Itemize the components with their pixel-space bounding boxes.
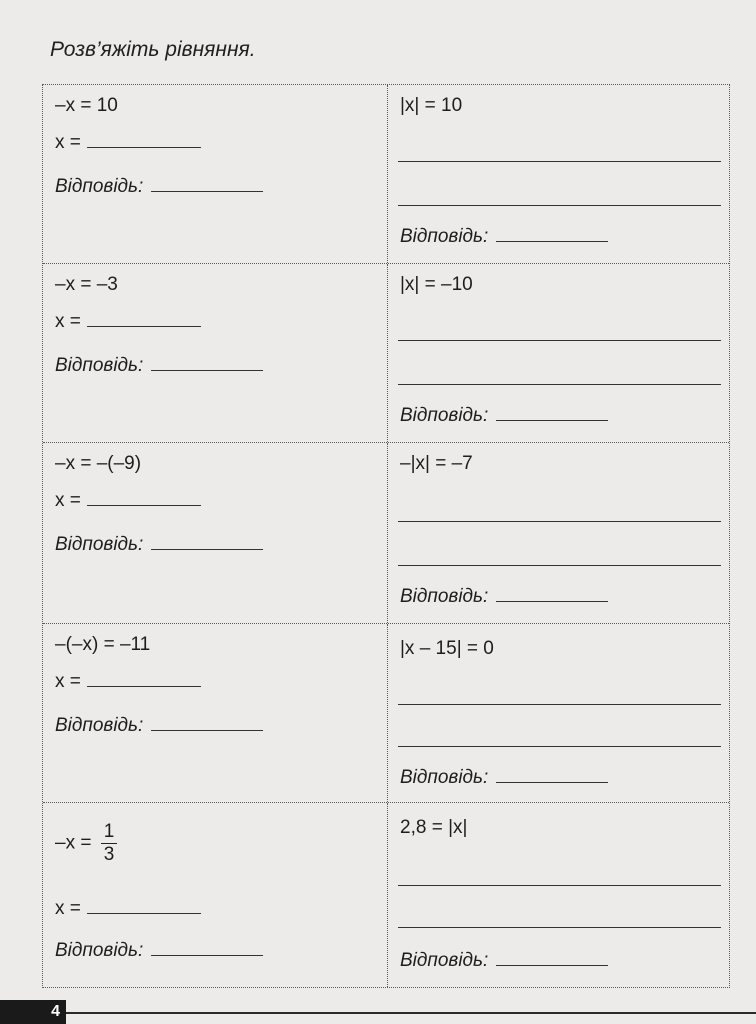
x-line (55, 897, 201, 920)
x-line (55, 489, 201, 512)
answer-blank[interactable] (151, 533, 263, 550)
answer-label: Відповідь: (400, 405, 489, 426)
answer-line (400, 404, 608, 427)
equation: –(–x) = –11 (55, 634, 151, 655)
page-number: 4 (0, 1000, 66, 1024)
exercise-row (43, 442, 729, 623)
answer-line (55, 714, 263, 737)
right-exercise-cell (388, 85, 729, 263)
left-exercise-cell (43, 264, 388, 442)
work-line[interactable] (398, 521, 721, 522)
answer-blank[interactable] (496, 404, 608, 421)
right-exercise-cell (388, 443, 729, 623)
right-exercise-cell (388, 803, 729, 987)
answer-label: Відповідь: (55, 715, 144, 736)
equation: 2,8 = |x| (400, 817, 468, 838)
x-answer-blank[interactable] (87, 897, 201, 914)
exercise-grid (42, 84, 730, 988)
exercise-row (43, 85, 729, 263)
x-line (55, 131, 201, 154)
right-exercise-cell (388, 624, 729, 802)
left-exercise-cell (43, 85, 388, 263)
work-line[interactable] (398, 565, 721, 566)
answer-blank[interactable] (496, 949, 608, 966)
equation: –x = –3 (55, 274, 118, 295)
x-label: x = (55, 671, 81, 692)
answer-blank[interactable] (496, 585, 608, 602)
equation: |x| = –10 (400, 274, 473, 295)
x-label: x = (55, 132, 81, 153)
work-line[interactable] (398, 746, 721, 747)
x-line (55, 310, 201, 333)
work-line[interactable] (398, 927, 721, 928)
answer-label: Відповідь: (55, 940, 144, 961)
answer-line (400, 949, 608, 972)
x-label: x = (55, 898, 81, 919)
x-answer-blank[interactable] (87, 670, 201, 687)
left-exercise-cell (43, 803, 388, 987)
answer-label: Відповідь: (55, 534, 144, 555)
x-answer-blank[interactable] (87, 310, 201, 327)
work-line[interactable] (398, 340, 721, 341)
fraction-numerator: 1 (101, 821, 118, 844)
fraction-denominator: 3 (103, 844, 115, 865)
equation-prefix: –x = (55, 832, 92, 854)
answer-blank[interactable] (151, 714, 263, 731)
answer-label: Відповідь: (55, 176, 144, 197)
answer-label: Відповідь: (55, 355, 144, 376)
x-label: x = (55, 490, 81, 511)
x-label: x = (55, 311, 81, 332)
answer-blank[interactable] (151, 939, 263, 956)
left-exercise-cell (43, 624, 388, 802)
exercise-row (43, 802, 729, 987)
answer-label: Відповідь: (400, 586, 489, 607)
right-exercise-cell (388, 264, 729, 442)
equation: |x| = 10 (400, 95, 463, 116)
x-line (55, 670, 201, 693)
answer-label: Відповідь: (400, 950, 489, 971)
left-exercise-cell (43, 443, 388, 623)
answer-blank[interactable] (496, 766, 608, 783)
answer-label: Відповідь: (400, 226, 489, 247)
answer-line (400, 585, 608, 608)
answer-line (55, 175, 263, 198)
work-line[interactable] (398, 205, 721, 206)
answer-blank[interactable] (151, 175, 263, 192)
fraction-equation (55, 821, 117, 866)
page-footer-rule (66, 1012, 756, 1014)
equation: –x = –(–9) (55, 453, 142, 474)
answer-line (55, 939, 263, 962)
work-line[interactable] (398, 384, 721, 385)
answer-line (400, 766, 608, 789)
fraction (101, 821, 118, 866)
exercise-row (43, 263, 729, 442)
answer-line (400, 225, 608, 248)
exercise-row (43, 623, 729, 802)
work-line[interactable] (398, 704, 721, 705)
equation: |x – 15| = 0 (400, 638, 494, 659)
work-line[interactable] (398, 161, 721, 162)
x-answer-blank[interactable] (87, 131, 201, 148)
answer-line (55, 354, 263, 377)
answer-blank[interactable] (496, 225, 608, 242)
instruction-title: Розв’яжіть рівняння. (50, 38, 256, 61)
work-line[interactable] (398, 885, 721, 886)
equation: –|x| = –7 (400, 453, 473, 474)
x-answer-blank[interactable] (87, 489, 201, 506)
answer-line (55, 533, 263, 556)
answer-blank[interactable] (151, 354, 263, 371)
equation: –x = 10 (55, 95, 118, 116)
answer-label: Відповідь: (400, 767, 489, 788)
